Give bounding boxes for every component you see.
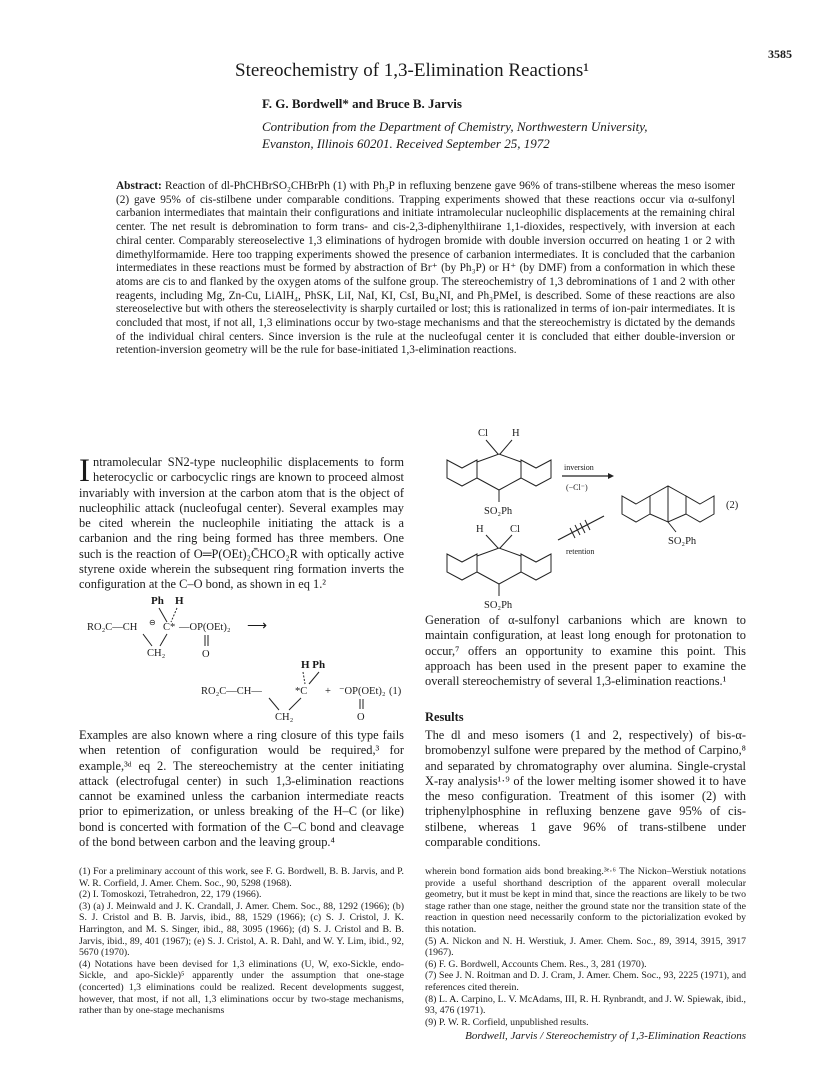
- eq2-retention: retention: [566, 547, 595, 556]
- eq2-inversion: inversion: [564, 463, 594, 472]
- affiliation: [262, 118, 722, 152]
- eq2-top-bond-cl: [486, 440, 498, 454]
- eq1-cstar: C*: [163, 622, 176, 633]
- results-paragraph: The dl and meso isomers (1 and 2, respectively) of bis-α-bromobenzyl sulfone were prepared by the method of Carpino,⁸ and separated by chromatography over alumina. Single-crystal X-ray analysis¹·⁹ of the lower melting isomer showed it to have the meso configuration. Treatment of this isomer (2) with triphenylphosphine in refluxing benzene gave 95% of cis-stilbene, whereas 1 gave 96% of trans-stilbene under comparable conditions.: [425, 728, 746, 850]
- equation-1: [79, 592, 409, 724]
- eq1-left: RO₂C—CH: [87, 622, 138, 633]
- eq2-bot-ring-left: [447, 554, 477, 580]
- eq2-bot-bridge-b: [477, 572, 521, 584]
- examples-paragraph: Examples are also known where a ring closure of this type fails when retention of configuration would be required,³ for example,³ᵈ eq 2. The stereochemistry at the center initiating attack (electrofugal center) in such 1,3-elimination reactions cannot be examined unless the carbanion intermediate reacts prior to epimerization, or unless breaking of the H–C (or like) bond is concerted with formation of the C–C bond and cleavage of the bond between carbon and the leaving group.⁴: [79, 728, 404, 850]
- eq1-p-ion: ⁻OP(OEt)₂: [339, 686, 386, 697]
- eq2-prod-ring-right: [686, 496, 714, 522]
- eq1-p-hph: H Ph: [301, 659, 326, 671]
- eq2-prod-so2ph: SO₂Ph: [668, 536, 697, 547]
- eq2-arrowhead-inversion: [608, 473, 614, 479]
- eq2-top-bridge-a: [477, 454, 521, 462]
- footnotes-left: [79, 866, 404, 1017]
- eq1-p-ring-b: [289, 698, 301, 710]
- affiliation-line-1: Contribution from the Department of Chemistry, Northwestern University,: [262, 119, 648, 134]
- drop-cap: I: [79, 453, 90, 489]
- eq2-top-bond-h: [500, 440, 512, 454]
- footnote: (4) Notations have been devised for 1,3 eliminations (U, W, exo-Sickle, endo-Sickle, and apo-Sickle)⁵ apparently under the assumption that one-stage (concerted) 1,3 eliminations could be realized. Recent developments suggest, however, that most, if not all, 1,3 eliminations occur by two-stage mechanisms, rather than by one-stage mechanisms: [79, 958, 404, 1017]
- eq2-top-ring-left: [447, 460, 477, 486]
- footnote: (5) A. Nickon and N. H. Werstiuk, J. Amer. Chem. Soc., 89, 3914, 3915, 3917 (1967).: [425, 935, 746, 959]
- page-number: 3585: [768, 47, 792, 61]
- running-footer: Bordwell, Jarvis / Stereochemistry of 1,3-Elimination Reactions: [465, 1030, 746, 1042]
- eq1-bond-h: [171, 608, 177, 622]
- eq2-bot-so2ph: SO₂Ph: [484, 600, 513, 611]
- eq2-bot-h: H: [476, 524, 484, 535]
- eq1-p-cstar: *C: [295, 686, 308, 697]
- eq2-bot-cl: Cl: [510, 524, 520, 535]
- eq1-arrow: ⟶: [247, 619, 268, 634]
- eq2-arrow-retention: [558, 516, 604, 540]
- eq1-p-left: RO₂C—CH—: [201, 686, 262, 697]
- footnote: (7) See J. N. Roitman and D. J. Cram, J. Amer. Chem. Soc., 93, 2225 (1971), and references cited therein.: [425, 970, 746, 993]
- footnote: (6) F. G. Bordwell, Accounts Chem. Res., 3, 281 (1970).: [425, 958, 647, 970]
- eq2-top-h: H: [512, 428, 520, 439]
- eq1-ph: Ph: [151, 595, 164, 607]
- affiliation-line-2: Evanston, Illinois 60201. Received September 25, 1972: [262, 136, 550, 151]
- eq1-ring-b: [160, 634, 167, 646]
- generation-paragraph: Generation of α-sulfonyl carbanions which are known to maintain configuration, at least long enough for protonation to occur,⁷ offers an opportunity to examine this point. This approach has been used in the present paper to examine the overall stereochemistry of several 1,3-elimination reactions.¹: [425, 613, 746, 689]
- abstract-label: Abstract:: [116, 180, 162, 192]
- eq1-p-ch2: CH₂: [275, 712, 294, 723]
- eq1-bond-ph: [159, 608, 167, 622]
- eq1-p-plus: +: [325, 686, 331, 697]
- eq2-top-cl: Cl: [478, 428, 488, 439]
- footnotes-right: [425, 866, 746, 1028]
- eq1-o: O: [202, 649, 210, 660]
- footnote: (2) I. Tomoskozi, Tetrahedron, 22, 179 (1966).: [79, 889, 262, 901]
- eq2-bot-bridge-a: [477, 548, 521, 556]
- abstract-text: Reaction of dl-PhCHBrSO₂CHBrPh (1) with Ph₃P in refluxing benzene gave 96% of trans-stilbene whereas the meso isomer (2) gave 95% of cis-stilbene under comparable conditions. Trapping experiments showed that these reactions occur via α-sulfonyl carbanion intermediates that maintain their configurations and initiate intramolecular nucleophilic displacements at the remaining chiral center. The net result is debromination to form trans- and cis-2,3-diphenylthiirane 1,1-dioxides, respectively, with inversion at each chiral center. Comparably stereoselective 1,3 eliminations of hydrogen bromide with double inversion occurred on heating 1 or 2 with dimethylformamide. Here too trapping experiments showed the presence of carbanion intermediates. It is concluded that the carbanion intermediates in these reactions must be formed by abstraction of Br⁺ (by Ph₃P) or H⁺ (by DMF) from a conformation in which these atoms are cis to and flanked by the oxygen atoms of the sulfone group. The stereochemistry of 1,3 debrominations of 1 and 2 with other reagents, including Mg, Zn-Cu, LiAlH₄, PhSK, LiI, NaI, KI, CsI, Bu₄NI, and Ph₃PMeI, is described. Some of these reactions are also stereoselective but with others the stereoselectivity is sharply curtailed or lost; this is rationalized in terms of ion-pair intermediates. It is concluded that most, if not all, 1,3 eliminations occur by two-stage mechanisms and that the stereochemistry is dictated by the demands of the individual chiral centers. Since inversion is the rule at the nucleofugal center it is concluded that either double-inversion or retention-inversion geometry will be the rule for base-initiated 1,3-elimination reactions.: [116, 180, 735, 357]
- eq2-bot-bond-cl: [500, 535, 512, 548]
- intro-text: ntramolecular SN2-type nucleophilic displacements to form heterocyclic or carbocyclic rings are known to proceed almost invariably with inversion at the carbon atom that is the object of nucleophilic attack (nucleofugal center). Several examples may be cited wherein the nucleophile initiating the attack is a carbanion and the ring being formed has three members. One such is the reaction of O═P(OEt)₂C̄HCO₂R with optically active styrene oxide wherein the subsequent ring formation inverts the configuration at the C–O bond, as shown in eq 1.²: [79, 455, 404, 592]
- footnote: (1) For a preliminary account of this work, see F. G. Bordwell, B. B. Jarvis, and P. W. R. Corfield, J. Amer. Chem. Soc., 90, 5298 (1968).: [79, 866, 404, 889]
- eq1-number: (1): [389, 686, 402, 697]
- eq2-prod-ring-left: [622, 496, 650, 522]
- results-heading: Results: [425, 710, 464, 724]
- eq2-bot-ring-right: [521, 554, 551, 580]
- eq2-top-ring-right: [521, 460, 551, 486]
- article-title: Stereochemistry of 1,3-Elimination Reactions¹: [235, 60, 589, 81]
- equation-2: [440, 424, 750, 612]
- eq1-ch2: CH₂: [147, 648, 166, 659]
- eq1-ring-a: [143, 634, 152, 646]
- eq2-minus-cl: (−Cl⁻): [566, 483, 588, 492]
- eq1-h: H: [175, 595, 184, 607]
- eq1-p-o: O: [357, 712, 365, 723]
- eq1-op: —OP(OEt)₂: [179, 622, 231, 633]
- eq2-bot-bond-h: [486, 535, 498, 548]
- eq2-prod-bond-so2: [668, 522, 676, 532]
- intro-paragraph: [79, 455, 404, 593]
- footnote: (9) P. W. R. Corfield, unpublished results.: [425, 1016, 589, 1028]
- eq2-hash-2: [575, 525, 580, 535]
- authors: F. G. Bordwell* and Bruce B. Jarvis: [262, 96, 462, 111]
- abstract: [116, 180, 735, 358]
- footnote: wherein bond formation aids bond breaking.³ᵉ·⁶ The Nickon–Werstiuk notations provide a useful shorthand description of the apparent overall molecular geometry, but it must be kept in mind that, since the reactions are likely to be two stage rather than one stage, neither the ground state nor the transition state of the reaction in question need necessarily conform to the pictorialization evoked by this notation.: [425, 866, 746, 935]
- eq1-p-bond-ph: [309, 672, 319, 684]
- eq1-p-bond-h: [303, 672, 305, 684]
- eq1-theta: ⊖: [149, 618, 156, 627]
- eq2-top-bridge-b: [477, 478, 521, 490]
- eq2-number: (2): [726, 500, 739, 511]
- eq2-top-so2ph: SO₂Ph: [484, 506, 513, 517]
- eq1-p-ring-a: [269, 698, 279, 710]
- footnote: (3) (a) J. Meinwald and J. K. Crandall, J. Amer. Chem. Soc., 88, 1292 (1966); (b) S. J. Cristol and B. B. Jarvis, ibid., 88, 1529 (1966); (c) S. J. Cristol, J. K. Harrington, and M. S. Singer, ibid., 88, 3095 (1966); (d) S. J. Cristol and B. B. Jarvis, ibid., 89, 401 (1967); (e) S. J. Cristol, A. R. Dahl, and W. Y. Lim, ibid., 92, 5670 (1970).: [79, 900, 404, 959]
- footnote: (8) L. A. Carpino, L. V. McAdams, III, R. H. Rynbrandt, and J. W. Spiewak, ibid., 93, 476 (1971).: [425, 993, 746, 1017]
